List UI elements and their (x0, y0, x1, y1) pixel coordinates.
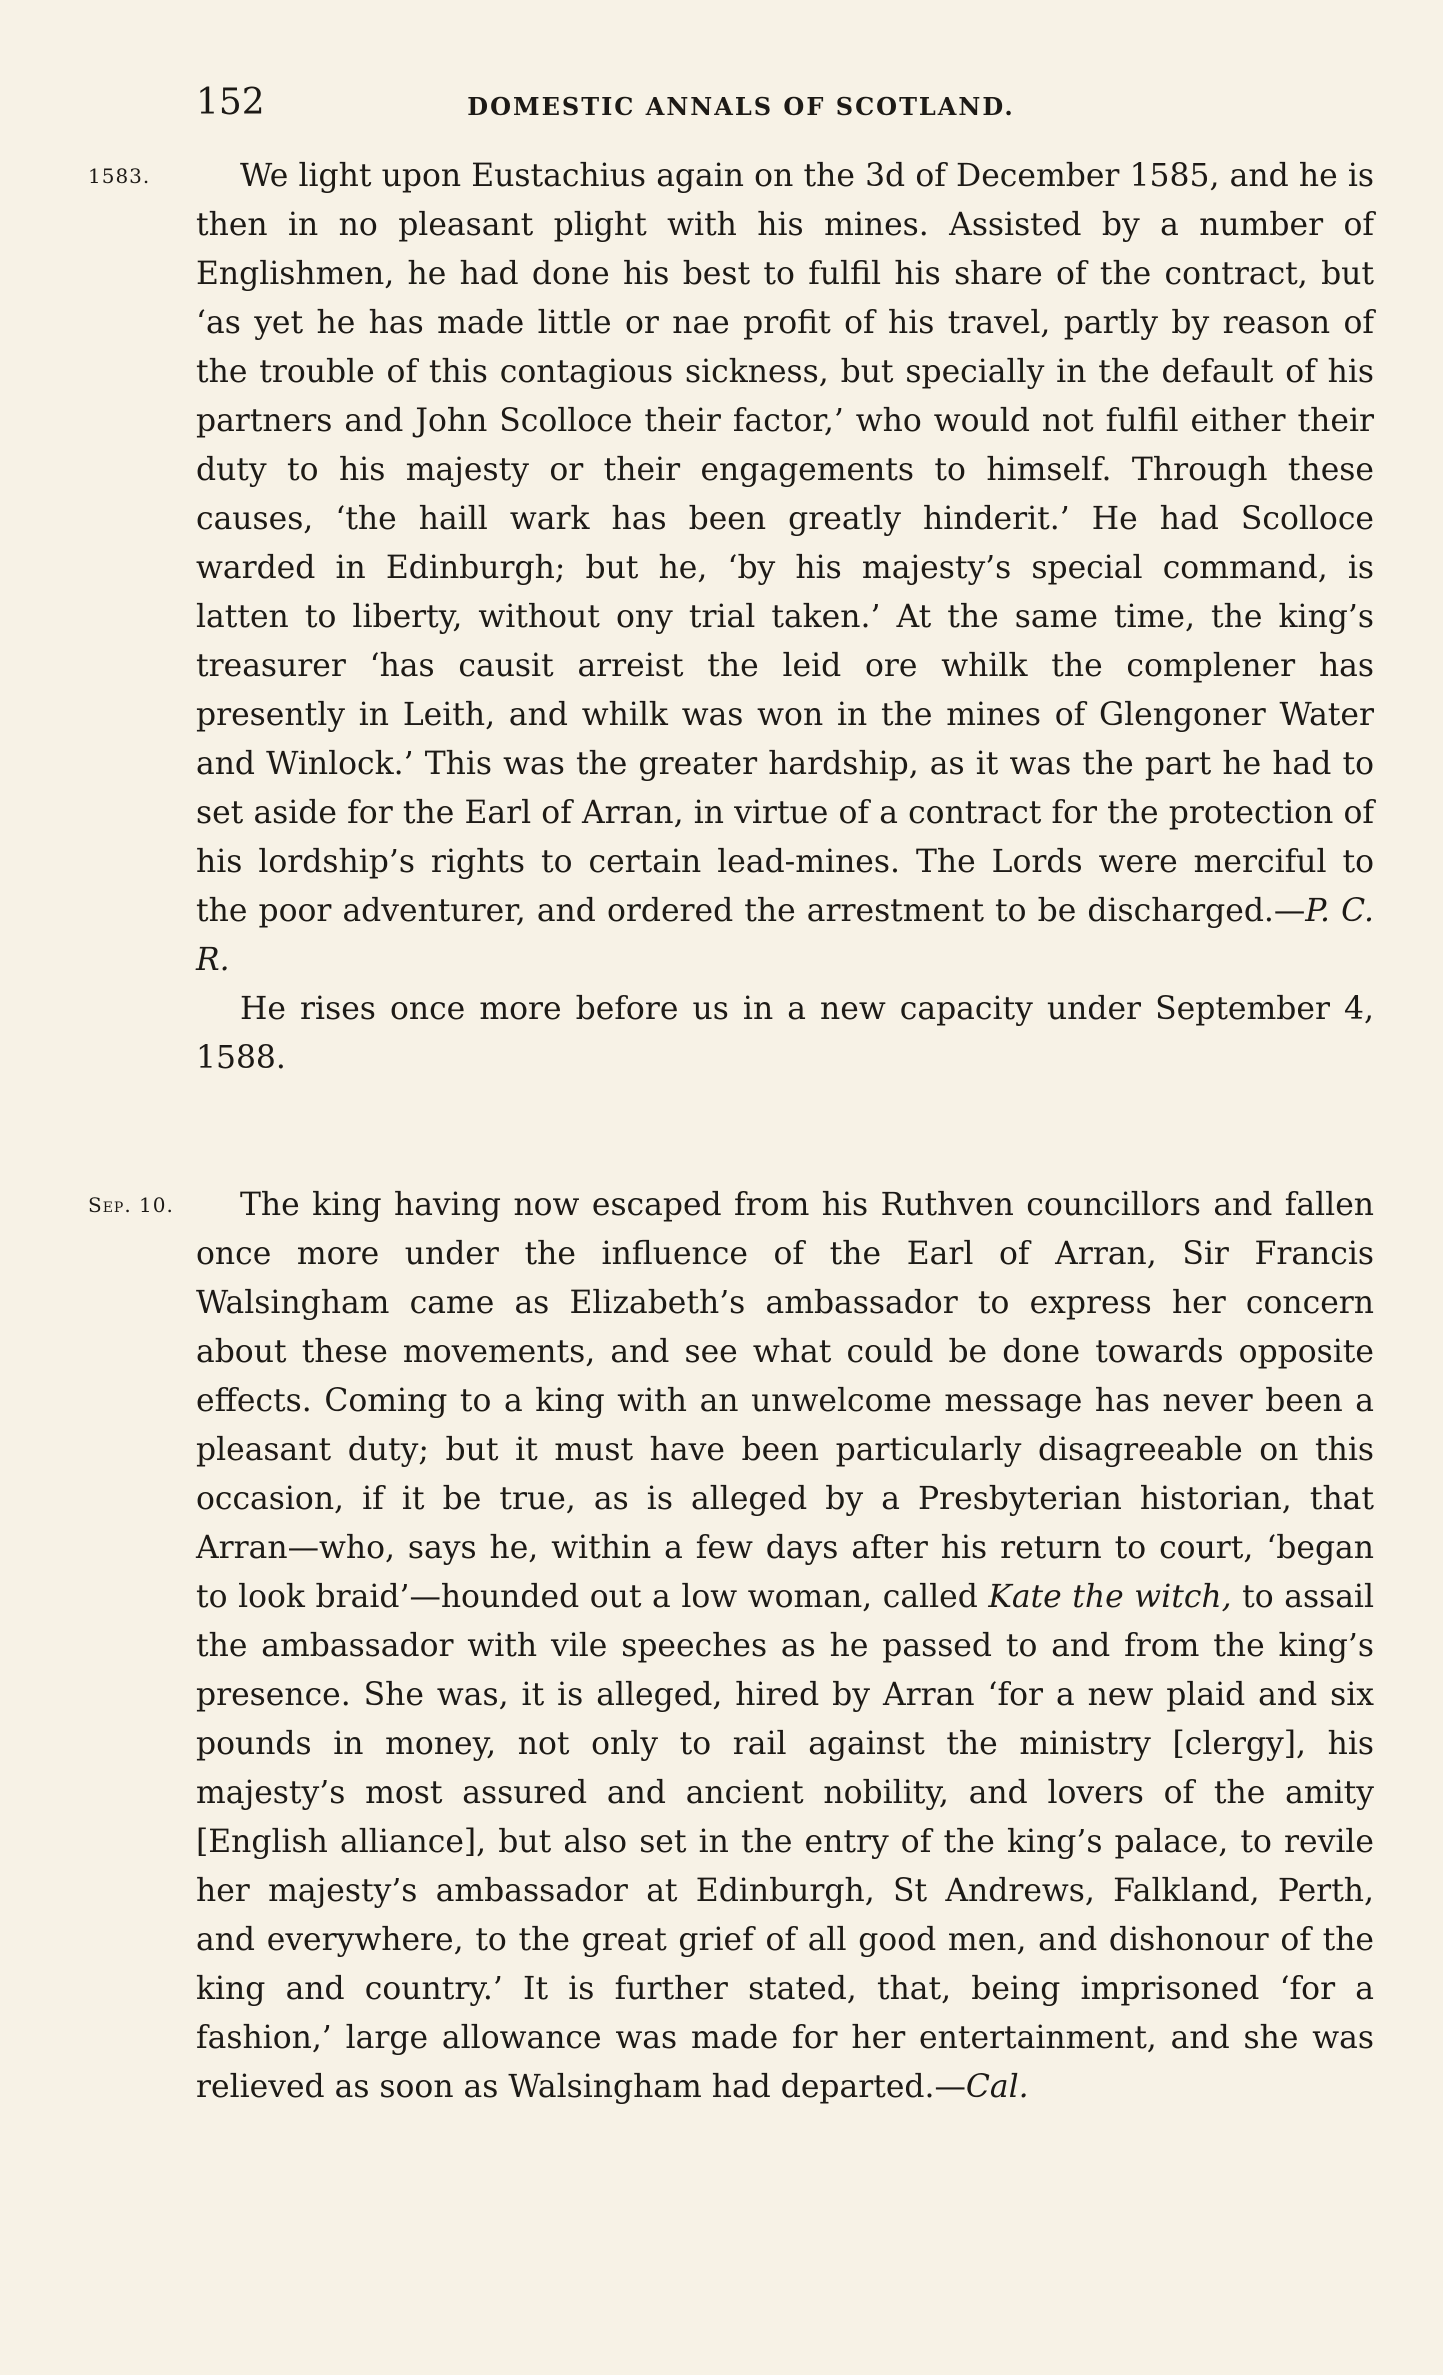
paragraph (196, 985, 1374, 1083)
section-eustachius (196, 152, 1374, 1083)
paragraph (196, 1181, 1374, 2112)
page-header (196, 78, 1286, 128)
paragraph-text: We light upon Eustachius again on the 3d of December 1585, and he is then in no pleasant plight with his mines. Assisted by a number of Englishmen, he had done his best to fulfil his share of the contract, but ‘as yet he has made little or nae profit of his travel, partly by reason of the trouble of this contagious sickness, but specially in the default of his partners and John Scolloce their factor,’ who would not fulfil either their duty to his majesty or their engagements to himself. Through these causes, ‘the haill wark has been greatly hinderit.’ He had Scolloce warded in Edinburgh; but he, ‘by his majesty’s special command, is latten to liberty, without ony trial taken.’ At the same time, the king’s treasurer ‘has causit arreist the leid ore whilk the complener has presently in Leith, and whilk was won in the mines of Glengoner Water and Winlock.’ This was the greater hardship, as it was the part he had to set aside for the Earl of Arran, in virtue of a contract for the protection of his lordship’s rights to certain lead-mines. The Lords were merciful to the poor adventurer, and ordered the arrestment to be discharged.— (196, 158, 1374, 929)
margin-note-year: 1583. (88, 164, 151, 188)
page-number: 152 (196, 82, 265, 123)
paragraph (196, 152, 1374, 985)
paragraph-text: to assail the ambassador with vile speeches as he passed to and from the king’s presence. She was, it is alleged, hired by Arran ‘for a new plaid and six pounds in money, not only to rail against the ministry [clergy], his majesty’s most assured and ancient nobility, and lovers of the amity [English alliance], but also set in the entry of the king’s palace, to revile her majesty’s ambassador at Edinburgh, St Andrews, Falkland, Perth, and everywhere, to the great grief of all good men, and dishonour of the king and country.’ It is further stated, that, being imprisoned ‘for a fashion,’ large allowance was made for her entertainment, and she was relieved as soon as Walsingham had departed.— (196, 1579, 1374, 2105)
italic-phrase: Kate the witch, (988, 1579, 1232, 1615)
paragraph-text: He rises once more before us in a new capacity under September 4, 1588. (196, 991, 1374, 1076)
citation: Cal. (965, 2069, 1029, 2105)
citation: P. C. R. (196, 893, 1374, 978)
running-head: DOMESTIC ANNALS OF SCOTLAND. (467, 92, 1015, 121)
section-walsingham (196, 1181, 1374, 2112)
margin-note-date: Sep. 10. (88, 1193, 174, 1217)
paragraph-text: The king having now escaped from his Ruthven councillors and fallen once more under the influence of the Earl of Arran, Sir Francis Walsingham came as Elizabeth’s ambassador to express her concern about these movements, and see what could be done towards opposite effects. Coming to a king with an unwelcome message has never been a pleasant duty; but it must have been particularly disagreeable on this occasion, if it be true, as is alleged by a Presbyterian historian, that Arran—who, says he, within a few days after his return to court, ‘began to look braid’—hounded out a low woman, called (196, 1187, 1374, 1615)
